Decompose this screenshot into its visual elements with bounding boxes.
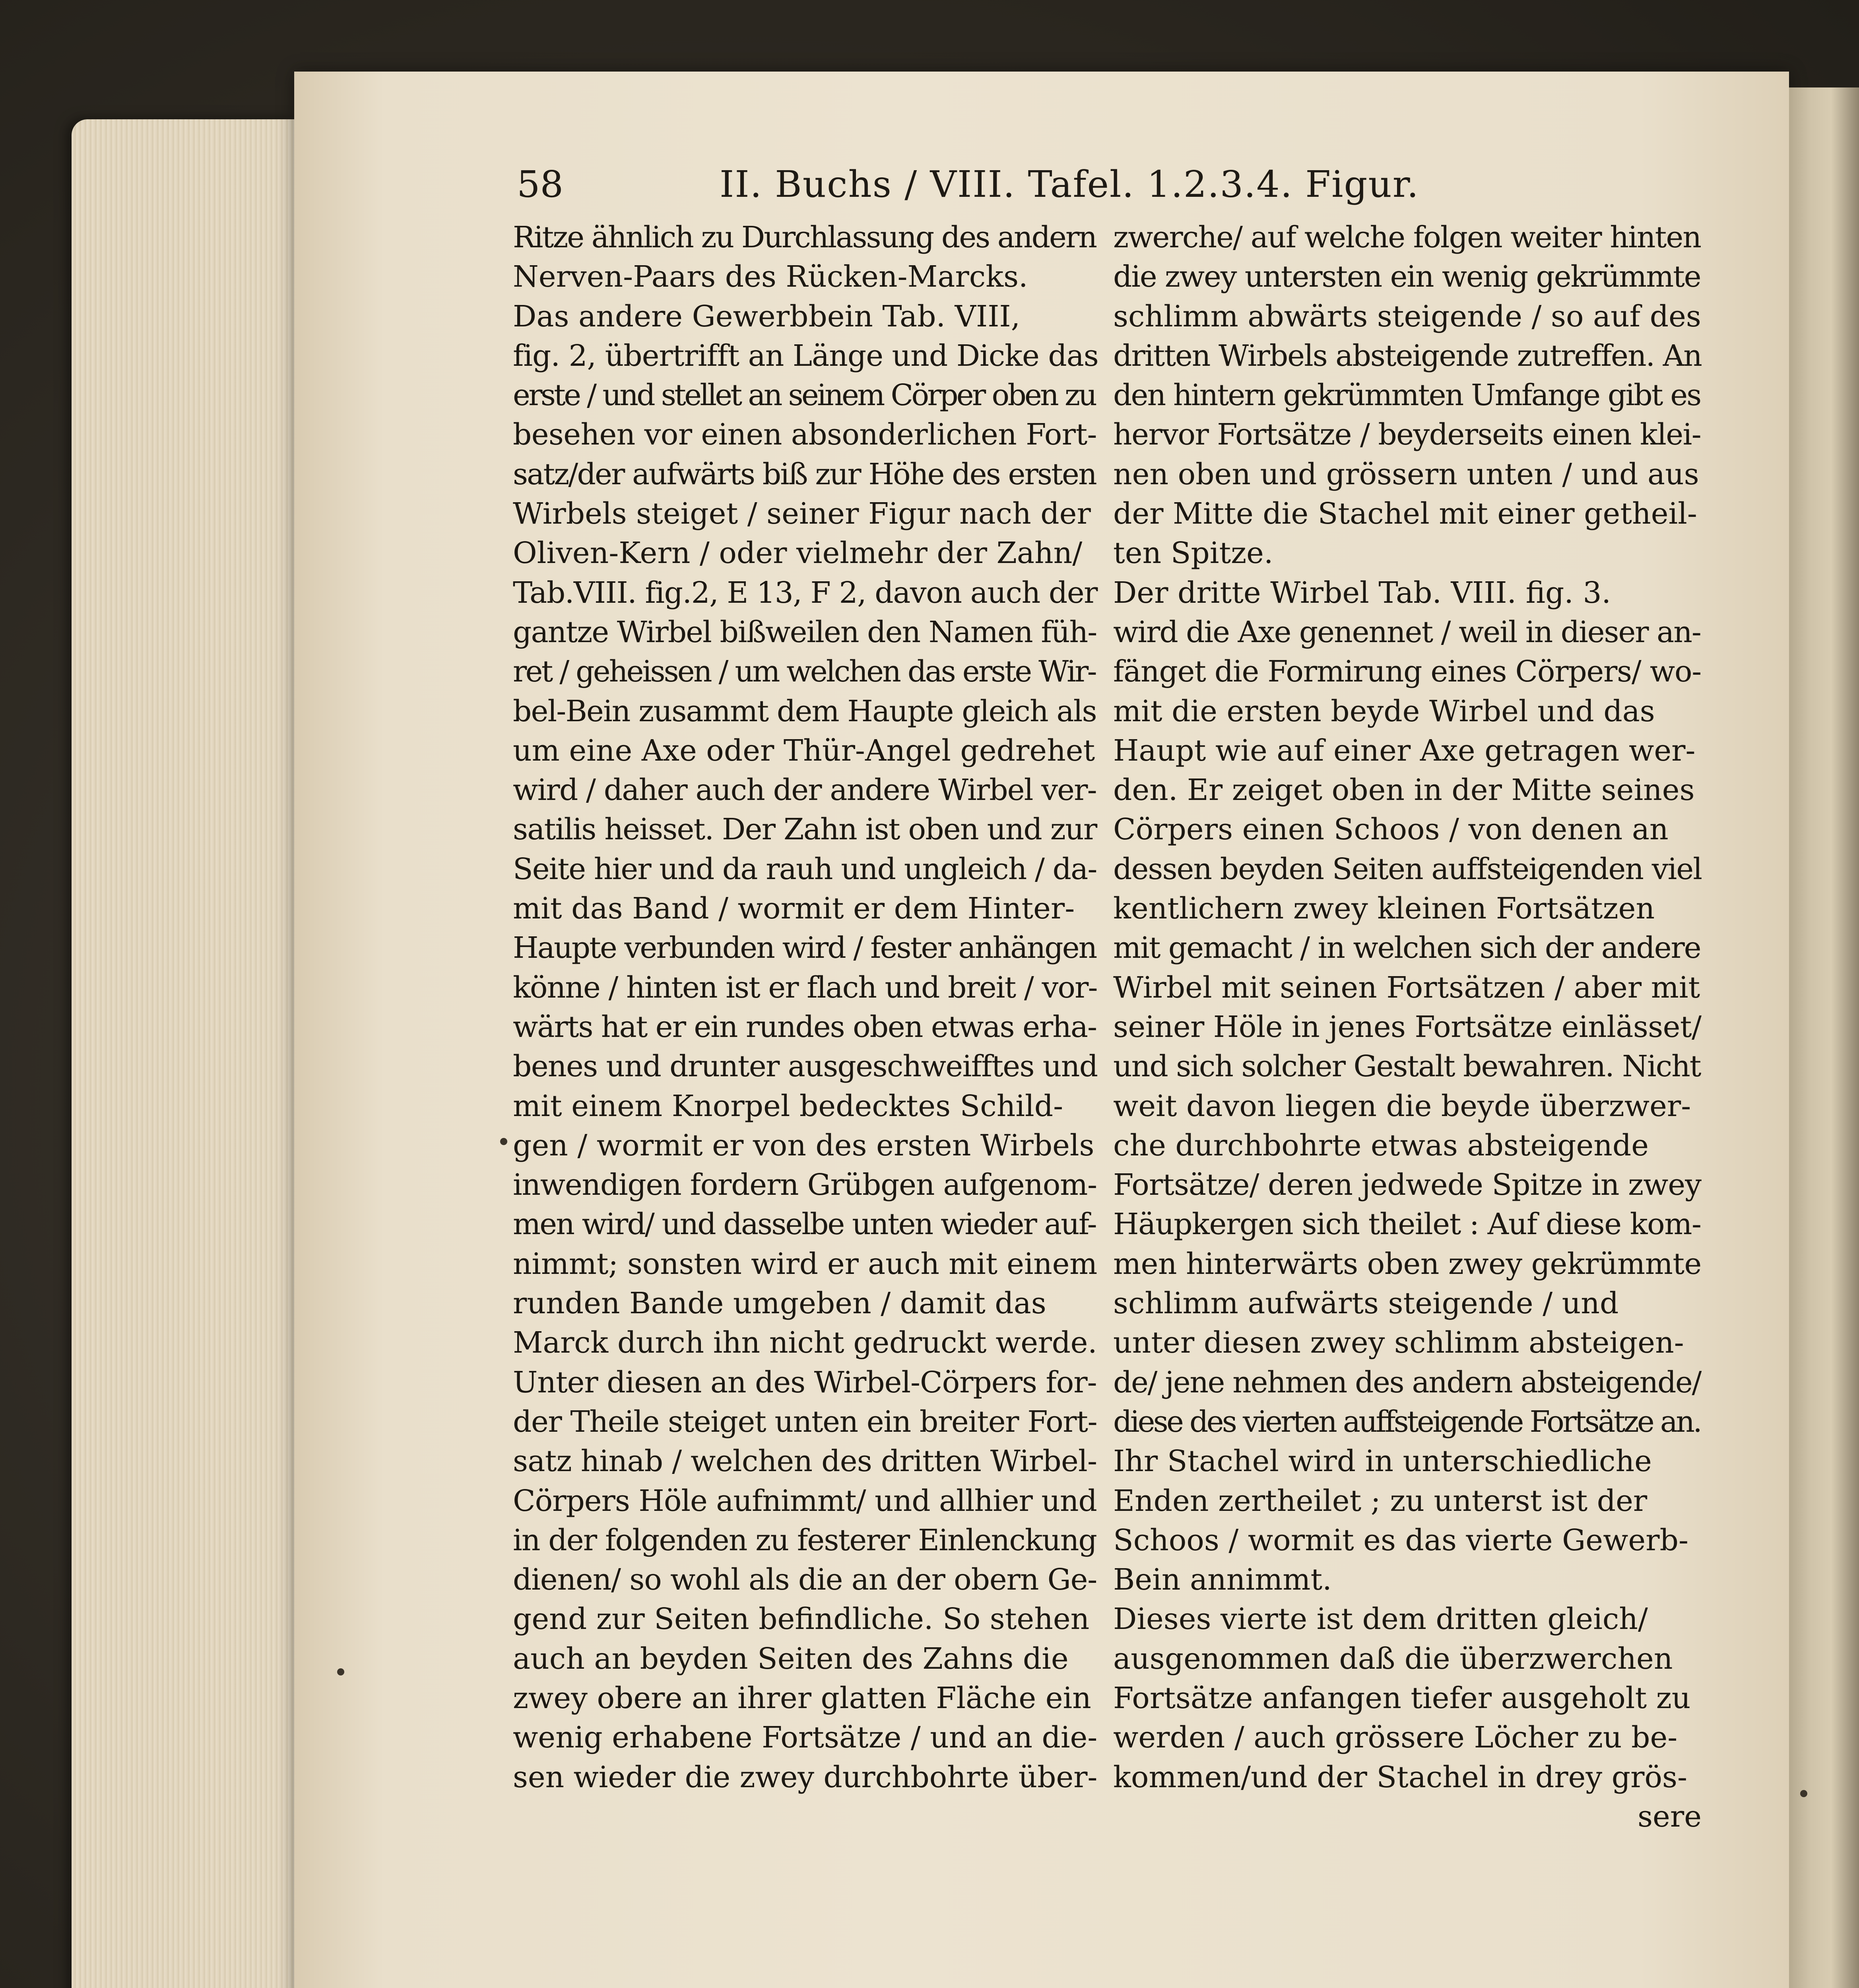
text-line: mit das Band / wormit er dem Hinter-	[513, 891, 1075, 926]
text-line: satilis heisset. Der Zahn ist oben und zur	[513, 812, 1097, 847]
text-line: fig. 2, übertrifft an Länge und Dicke das	[513, 338, 1098, 373]
text-line: nen oben und grössern unten / und aus	[1113, 457, 1699, 491]
text-line: Nerven-Paars des Rücken-Marcks.	[513, 260, 1028, 294]
text-line: erste / und stellet an seinem Cörper oben zu	[513, 378, 1096, 413]
text-line: sen wieder die zwey durchbohrte über-	[513, 1760, 1098, 1794]
text-line: Schoos / wormit es das vierte Gewerb-	[1113, 1523, 1688, 1557]
text-line: nimmt; sonsten wird er auch mit einem	[513, 1246, 1098, 1281]
text-line: auch an beyden Seiten des Zahns die	[513, 1641, 1069, 1676]
text-line: hervor Fortsätze / beyderseits einen klei-	[1113, 417, 1701, 452]
text-line: Dieses vierte ist dem dritten gleich/	[1113, 1602, 1648, 1637]
text-line: der Theile steiget unten ein breiter Fort-	[513, 1404, 1097, 1439]
text-line: Das andere Gewerbbein Tab. VIII,	[513, 299, 1021, 334]
text-line: und sich solcher Gestalt bewahren. Nicht	[1113, 1049, 1701, 1084]
text-line: diese des vierten auffsteigende Fortsätze an.	[1113, 1404, 1701, 1439]
text-line: che durchbohrte etwas absteigende	[1113, 1128, 1649, 1163]
text-line: satz hinab / welchen des dritten Wirbel-	[513, 1444, 1097, 1479]
text-line: Cörpers einen Schoos / von denen an	[1113, 812, 1669, 847]
text-line: fänget die Formirung eines Cörpers/ wo-	[1113, 654, 1702, 689]
margin-speck	[500, 1138, 507, 1145]
text-line: Wirbels steiget / seiner Figur nach der	[513, 497, 1091, 531]
right-text-column	[1113, 218, 1702, 1837]
text-line: Marck durch ihn nicht gedruckt werde.	[513, 1326, 1097, 1360]
margin-speck	[1800, 1790, 1807, 1797]
text-line: wenig erhabene Fortsätze / und an die-	[513, 1720, 1098, 1755]
text-line: gantze Wirbel bißweilen den Namen füh-	[513, 615, 1097, 649]
text-line: Bein annimmt.	[1113, 1563, 1332, 1597]
text-line: ten Spitze.	[1113, 536, 1273, 571]
text-line: wird die Axe genennet / weil in dieser an-	[1113, 615, 1701, 649]
text-line: Seite hier und da rauh und ungleich / da-	[513, 852, 1097, 886]
text-line: inwendigen fordern Grübgen aufgenom-	[513, 1168, 1097, 1202]
text-line: gen / wormit er von des ersten Wirbels	[513, 1128, 1094, 1163]
text-line: ausgenommen daß die überzwerchen	[1113, 1641, 1673, 1676]
text-line: den. Er zeiget oben in der Mitte seines	[1113, 773, 1695, 808]
text-line: könne / hinten ist er flach und breit / vor-	[513, 970, 1097, 1005]
text-line: dienen/ so wohl als die an der obern Ge-	[513, 1563, 1097, 1597]
text-line: Wirbel mit seinen Fortsätzen / aber mit	[1113, 970, 1700, 1005]
text-line: satz/der aufwärts biß zur Höhe des ersten	[513, 457, 1096, 491]
text-line: sere	[1638, 1799, 1702, 1834]
text-line: der Mitte die Stachel mit einer getheil-	[1113, 497, 1697, 531]
text-line: ret / geheissen / um welchen das erste Wir-	[513, 654, 1096, 689]
text-line: den hintern gekrümmten Umfange gibt es	[1113, 378, 1701, 413]
text-line: die zwey untersten ein wenig gekrümmte	[1113, 260, 1701, 294]
text-line: dessen beyden Seiten auffsteigenden viel	[1113, 852, 1702, 886]
margin-speck	[337, 1668, 344, 1675]
text-line: gend zur Seiten befindliche. So stehen	[513, 1602, 1090, 1637]
text-line: wärts hat er ein rundes oben etwas erha-	[513, 1010, 1096, 1044]
text-line: kentlichern zwey kleinen Fortsätzen	[1113, 891, 1655, 926]
text-line: Fortsätze/ deren jedwede Spitze in zwey	[1113, 1168, 1702, 1202]
text-line: weit davon liegen die beyde überzwer-	[1113, 1089, 1691, 1123]
text-line: zwerche/ auf welche folgen weiter hinten	[1113, 220, 1701, 254]
text-line: Tab.VIII. fig.2, E 13, F 2, davon auch der	[513, 575, 1098, 610]
text-line: besehen vor einen absonderlichen Fort-	[513, 417, 1097, 452]
text-line: zwey obere an ihrer glatten Fläche ein	[513, 1681, 1091, 1715]
text-line: schlimm aufwärts steigende / und	[1113, 1286, 1619, 1321]
text-line: Haupt wie auf einer Axe getragen wer-	[1113, 733, 1696, 768]
text-line: Cörpers Höle aufnimmt/ und allhier und	[513, 1483, 1097, 1518]
text-line: de/ jene nehmen des andern absteigende/	[1113, 1365, 1701, 1400]
text-line: Fortsätze anfangen tiefer ausgeholt zu	[1113, 1681, 1691, 1715]
text-line: unter diesen zwey schlimm absteigen-	[1113, 1326, 1684, 1360]
text-line: in der folgenden zu festerer Einlenckung	[513, 1523, 1097, 1557]
text-line: runden Bande umgeben / damit das	[513, 1286, 1046, 1321]
left-text-column	[513, 218, 1097, 1797]
text-line: wird / daher auch der andere Wirbel ver-	[513, 773, 1096, 808]
text-line: Ritze ähnlich zu Durchlassung des andern	[513, 220, 1096, 254]
text-line: men hinterwärts oben zwey gekrümmte	[1113, 1246, 1702, 1281]
text-line: Ihr Stachel wird in unterschiedliche	[1113, 1444, 1652, 1479]
text-line: Der dritte Wirbel Tab. VIII. fig. 3.	[1113, 575, 1611, 610]
text-line: seiner Höle in jenes Fortsätze einlässet/	[1113, 1010, 1702, 1044]
text-line: um eine Axe oder Thür-Angel gedrehet	[513, 733, 1095, 768]
text-line: dritten Wirbels absteigende zutreffen. An	[1113, 338, 1702, 373]
text-line: Oliven-Kern / oder vielmehr der Zahn/	[513, 536, 1083, 571]
running-title: II. Buchs / VIII. Tafel. 1.2.3.4. Figur.	[720, 163, 1419, 206]
text-line: mit einem Knorpel bedecktes Schild-	[513, 1089, 1063, 1123]
text-line: mit gemacht / in welchen sich der andere	[1113, 931, 1701, 965]
text-line: bel-Bein zusammt dem Haupte gleich als	[513, 694, 1096, 728]
text-line: werden / auch grössere Löcher zu be-	[1113, 1720, 1678, 1755]
text-line: Häupkergen sich theilet : Auf diese kom-	[1113, 1207, 1701, 1242]
text-line: Haupte verbunden wird / fester anhängen	[513, 931, 1096, 965]
facing-page-edge	[1789, 87, 1859, 1988]
text-line: kommen/und der Stachel in drey grös-	[1113, 1760, 1688, 1794]
text-line: Unter diesen an des Wirbel-Cörpers for-	[513, 1365, 1097, 1400]
page-header	[513, 159, 1491, 211]
text-line: benes und drunter ausgeschweifftes und	[513, 1049, 1098, 1084]
text-line: Enden zertheilet ; zu unterst ist der	[1113, 1483, 1647, 1518]
text-line: men wird/ und dasselbe unten wieder auf-	[513, 1207, 1096, 1242]
text-line: mit die ersten beyde Wirbel und das	[1113, 694, 1655, 728]
book-page-edges	[72, 119, 294, 1988]
page-number: 58	[517, 163, 564, 206]
text-line: schlimm abwärts steigende / so auf des	[1113, 299, 1701, 334]
